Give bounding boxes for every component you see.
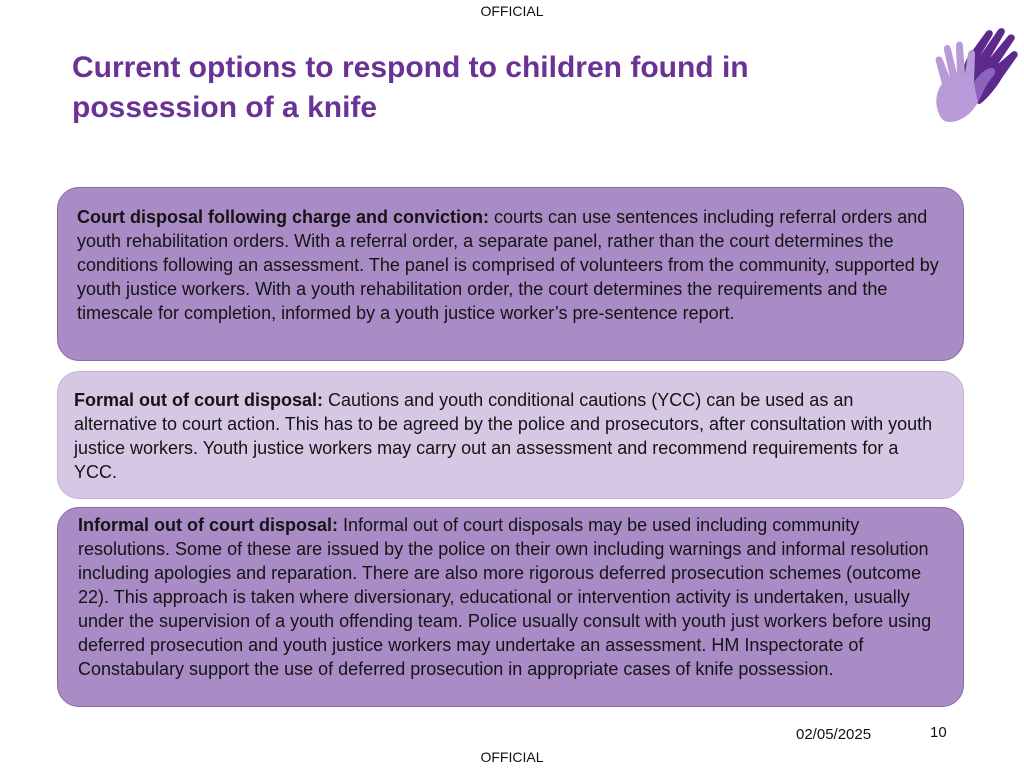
box-body: Informal out of court disposals may be used including community resolutions. Some of these are issued by the police on their own including warnings and informal resolution including apologies and reparation. There are also more rigorous deferred prosecution schemes (outcome 22). This approach is taken where diversionary, educational or intervention activity is undertaken, usually under the supervision of a youth offending team. Police usually consult with youth just workers before using deferred prosecution and youth justice workers may undertake an assessment. HM Inspectorate of Constabulary support the use of deferred prosecution in appropriate cases of knife possession. [78, 515, 932, 679]
box-heading: Formal out of court disposal: [74, 390, 324, 410]
official-marking-bottom: OFFICIAL [480, 749, 544, 765]
informal-out-of-court-box [57, 507, 964, 707]
formal-out-of-court-box [57, 371, 964, 499]
court-disposal-box [57, 187, 964, 361]
box-heading: Informal out of court disposal: [78, 515, 338, 535]
hands-logo-icon [928, 24, 1020, 124]
official-marking-top: OFFICIAL [480, 3, 544, 19]
slide-date: 02/05/2025 [796, 726, 872, 743]
slide-number: 10 [930, 724, 947, 741]
box-body: courts can use sentences including referral orders and youth rehabilitation orders. With a referral order, a separate panel, rather than the court determines the conditions following an assessment. The panel is comprised of volunteers from the community, supported by youth justice workers. With a youth rehabilitation order, the court determines the requirements and the timescale for completion, informed by a youth justice worker’s pre-sentence report. [77, 207, 939, 323]
box-heading: Court disposal following charge and conviction: [77, 207, 490, 227]
box-body: Cautions and youth conditional cautions (YCC) can be used as an alternative to court action. This has to be agreed by the police and prosecutors, after consultation with youth justice workers. Youth justice workers may carry out an assessment and recommend requirements for a YCC. [74, 390, 933, 482]
page-title: Current options to respond to children found in possession of a knife [72, 51, 749, 124]
